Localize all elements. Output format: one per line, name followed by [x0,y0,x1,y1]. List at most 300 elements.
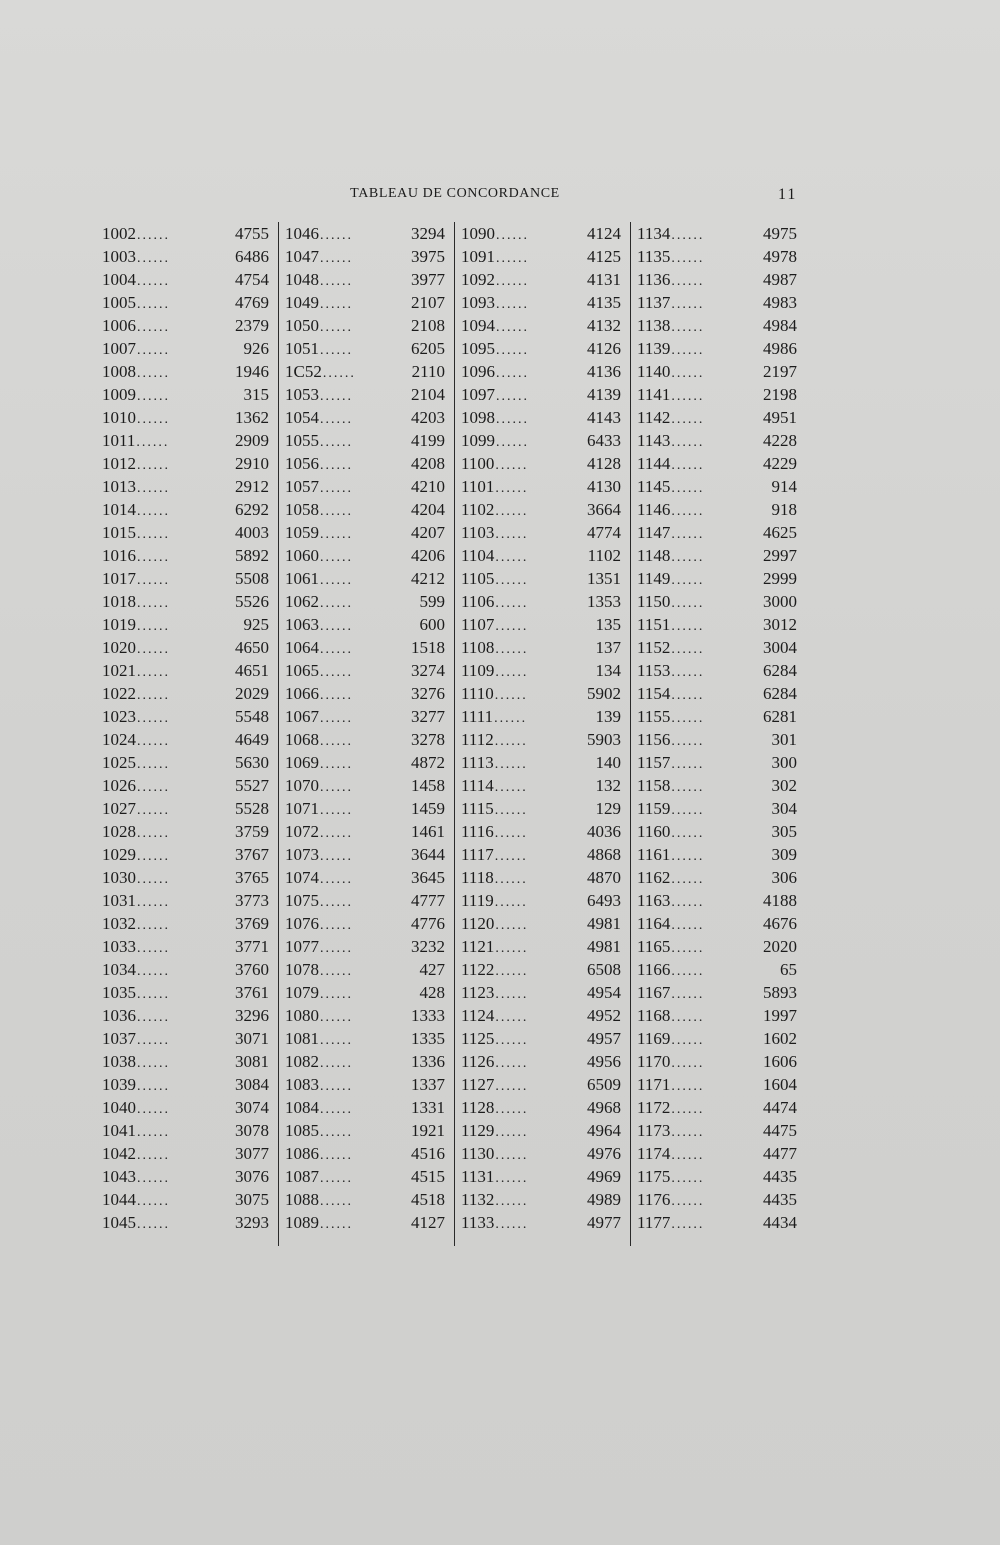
entry-value: 1102 [587,546,621,565]
entry-number: 1059 [285,523,319,542]
entry-number: 1133 [461,1213,495,1232]
concordance-row [285,981,445,1004]
dot-leader: ...... [495,987,529,1002]
concordance-row [461,958,621,981]
entry-number: 1073 [285,845,319,864]
entry-number: 1041 [102,1121,136,1140]
entry-number: 1040 [102,1098,136,1117]
concordance-row [461,981,621,1004]
concordance-row [461,820,621,843]
entry-value: 3293 [235,1213,269,1232]
entry-number: 1125 [461,1029,495,1048]
entry-value: 4868 [587,845,621,864]
dot-leader: ...... [320,1056,353,1071]
concordance-row [285,751,445,774]
concordance-row [102,475,269,498]
dot-leader: ...... [320,918,353,933]
concordance-row [285,1142,445,1165]
dot-leader: ...... [320,1102,353,1117]
dot-leader: ...... [671,1148,705,1163]
entry-value: 6284 [763,684,797,703]
entry-number: 1045 [102,1213,136,1232]
concordance-row [637,935,797,958]
entry-number: 1064 [285,638,319,657]
entry-number: 1043 [102,1167,136,1186]
dot-leader: ...... [322,366,356,381]
entry-number: 1027 [102,799,136,818]
entry-value: 4474 [763,1098,797,1117]
dot-leader: ...... [495,1194,529,1209]
entry-number: 1056 [285,454,319,473]
dot-leader: ...... [671,573,705,588]
concordance-row [637,981,797,1004]
entry-number: 1107 [461,615,495,634]
entry-number: 1168 [637,1006,671,1025]
dot-leader: ...... [671,1125,705,1140]
entry-value: 5527 [235,776,269,795]
entry-number: 1023 [102,707,136,726]
entry-number: 1057 [285,477,319,496]
entry-value: 139 [595,707,621,726]
dot-leader: ...... [137,987,170,1002]
entry-number: 1110 [461,684,494,703]
concordance-row [637,590,797,613]
concordance-row [285,636,445,659]
entry-value: 300 [771,753,797,772]
entry-value: 2999 [763,569,797,588]
entry-value: 1518 [411,638,445,657]
entry-value: 4515 [411,1167,445,1186]
entry-number: 1008 [102,362,136,381]
entry-number: 1174 [637,1144,671,1163]
concordance-row [102,728,269,751]
entry-number: 1058 [285,500,319,519]
concordance-row [461,360,621,383]
entry-value: 4434 [763,1213,797,1232]
entry-number: 1154 [637,684,671,703]
entry-value: 132 [595,776,621,795]
dot-leader: ...... [494,780,528,795]
dot-leader: ...... [494,734,528,749]
concordance-row [637,1050,797,1073]
dot-leader: ...... [320,711,353,726]
concordance-row [637,1188,797,1211]
entry-number: 1123 [461,983,495,1002]
concordance-row [102,222,269,245]
entry-value: 306 [771,868,797,887]
dot-leader: ...... [494,872,528,887]
dot-leader: ...... [671,596,705,611]
entry-value: 1458 [411,776,445,795]
concordance-row [461,751,621,774]
entry-value: 3081 [235,1052,269,1071]
concordance-row [637,1165,797,1188]
entry-value: 1337 [411,1075,445,1094]
dot-leader: ...... [320,251,353,266]
dot-leader: ...... [137,964,170,979]
entry-value: 3077 [235,1144,269,1163]
concordance-row [637,682,797,705]
dot-leader: ...... [320,1217,353,1232]
entry-number: 1102 [461,500,495,519]
entry-number: 1088 [285,1190,319,1209]
concordance-row [637,337,797,360]
concordance-row [285,590,445,613]
dot-leader: ...... [137,504,170,519]
concordance-row [461,498,621,521]
entry-value: 5548 [235,707,269,726]
dot-leader: ...... [495,504,529,519]
dot-leader: ...... [137,849,170,864]
dot-leader: ...... [137,688,170,703]
entry-value: 4981 [587,937,621,956]
entry-value: 3975 [411,247,445,266]
concordance-column [278,222,454,1246]
entry-value: 1604 [763,1075,797,1094]
concordance-row [637,636,797,659]
dot-leader: ...... [320,895,353,910]
entry-number: 1024 [102,730,136,749]
dot-leader: ...... [495,1033,529,1048]
concordance-row [285,314,445,337]
concordance-row [285,889,445,912]
entry-value: 129 [595,799,621,818]
dot-leader: ...... [671,1010,705,1025]
entry-value: 135 [595,615,621,634]
entry-number: 1090 [461,224,495,243]
dot-leader: ...... [137,228,170,243]
concordance-row [461,1142,621,1165]
entry-number: 1044 [102,1190,136,1209]
concordance-row [285,337,445,360]
dot-leader: ...... [320,619,353,634]
entry-number: 1152 [637,638,671,657]
entry-value: 4774 [587,523,621,542]
concordance-row [637,613,797,636]
entry-number: 1141 [637,385,671,404]
entry-value: 4978 [763,247,797,266]
entry-number: 1153 [637,661,671,680]
entry-number: 1077 [285,937,319,956]
dot-leader: ...... [320,274,353,289]
entry-number: 1062 [285,592,319,611]
concordance-row [461,1096,621,1119]
entry-value: 3078 [235,1121,269,1140]
entry-number: 1081 [285,1029,319,1048]
entry-value: 304 [771,799,797,818]
dot-leader: ...... [671,895,705,910]
entry-number: 1049 [285,293,319,312]
entry-number: 1010 [102,408,136,427]
entry-value: 2020 [763,937,797,956]
entry-value: 1461 [411,822,445,841]
entry-number: 1139 [637,339,671,358]
entry-number: 1117 [461,845,494,864]
entry-number: 1097 [461,385,495,404]
concordance-row [285,245,445,268]
entry-value: 4989 [587,1190,621,1209]
entry-value: 3645 [411,868,445,887]
entry-number: 1158 [637,776,671,795]
entry-value: 4872 [411,753,445,772]
dot-leader: ...... [495,1010,529,1025]
dot-leader: ...... [495,619,529,634]
dot-leader: ...... [495,1102,529,1117]
concordance-row [102,1004,269,1027]
entry-number: 1067 [285,707,319,726]
entry-value: 4952 [587,1006,621,1025]
entry-number: 1157 [637,753,671,772]
dot-leader: ...... [137,1194,170,1209]
concordance-row [102,1165,269,1188]
entry-value: 4127 [411,1213,445,1232]
dot-leader: ...... [671,872,705,887]
entry-value: 4229 [763,454,797,473]
dot-leader: ...... [671,826,705,841]
entry-value: 4435 [763,1190,797,1209]
entry-value: 4983 [763,293,797,312]
dot-leader: ...... [495,1125,529,1140]
dot-leader: ...... [496,412,529,427]
entry-number: 1047 [285,247,319,266]
concordance-row [285,705,445,728]
dot-leader: ...... [494,803,528,818]
entry-number: 1156 [637,730,671,749]
concordance-row [285,475,445,498]
concordance-row [637,291,797,314]
entry-number: 1151 [637,615,671,634]
dot-leader: ...... [671,228,705,243]
dot-leader: ...... [671,412,705,427]
entry-value: 4131 [587,270,621,289]
entry-number: 1022 [102,684,136,703]
entry-value: 2110 [411,362,445,381]
dot-leader: ...... [671,481,705,496]
entry-number: 1015 [102,523,136,542]
concordance-row [461,682,621,705]
entry-value: 2107 [411,293,445,312]
entry-value: 305 [771,822,797,841]
entry-number: 1150 [637,592,671,611]
entry-value: 3644 [411,845,445,864]
dot-leader: ...... [494,849,528,864]
entry-value: 3076 [235,1167,269,1186]
dot-leader: ...... [320,872,353,887]
dot-leader: ...... [320,941,353,956]
dot-leader: ...... [320,228,353,243]
entry-value: 600 [419,615,445,634]
dot-leader: ...... [671,274,705,289]
concordance-row [461,475,621,498]
entry-number: 1161 [637,845,671,864]
entry-value: 315 [243,385,269,404]
entry-number: 1132 [461,1190,495,1209]
concordance-row [461,429,621,452]
dot-leader: ...... [320,389,353,404]
dot-leader: ...... [496,297,529,312]
concordance-row [102,636,269,659]
concordance-row [285,291,445,314]
concordance-row [461,728,621,751]
entry-number: 1103 [461,523,495,542]
entry-number: 1089 [285,1213,319,1232]
entry-value: 3771 [235,937,269,956]
entry-value: 4207 [411,523,445,542]
dot-leader: ...... [671,504,705,519]
entry-number: 1021 [102,661,136,680]
entry-value: 4130 [587,477,621,496]
dot-leader: ...... [495,1056,529,1071]
dot-leader: ...... [137,1125,170,1140]
concordance-row [285,820,445,843]
concordance-row [637,1073,797,1096]
concordance-row [285,521,445,544]
concordance-row [461,222,621,245]
dot-leader: ...... [495,481,529,496]
entry-number: 1080 [285,1006,319,1025]
entry-value: 925 [243,615,269,634]
entry-value: 599 [419,592,445,611]
concordance-row [285,1050,445,1073]
entry-number: 1042 [102,1144,136,1163]
entry-value: 5526 [235,592,269,611]
entry-number: 1007 [102,339,136,358]
dot-leader: ...... [137,274,170,289]
entry-value: 4651 [235,661,269,680]
entry-number: 1143 [637,431,671,450]
entry-number: 1148 [637,546,671,565]
entry-value: 4956 [587,1052,621,1071]
concordance-row [637,452,797,475]
entry-number: 1012 [102,454,136,473]
concordance-row [102,1188,269,1211]
entry-number: 1114 [461,776,494,795]
entry-number: 1138 [637,316,671,335]
concordance-row [461,935,621,958]
entry-number: 1121 [461,937,495,956]
entry-number: 1136 [637,270,671,289]
entry-value: 4987 [763,270,797,289]
dot-leader: ...... [137,320,170,335]
dot-leader: ...... [320,642,353,657]
entry-value: 4204 [411,500,445,519]
entry-value: 4206 [411,546,445,565]
dot-leader: ...... [671,1079,705,1094]
entry-value: 4208 [411,454,445,473]
concordance-row [285,1165,445,1188]
entry-number: 1038 [102,1052,136,1071]
dot-leader: ...... [495,596,529,611]
entry-number: 1098 [461,408,495,427]
concordance-row [285,774,445,797]
concordance-row [102,1073,269,1096]
entry-value: 5630 [235,753,269,772]
concordance-row [102,912,269,935]
entry-value: 4976 [587,1144,621,1163]
dot-leader: ...... [495,918,529,933]
entry-value: 3767 [235,845,269,864]
concordance-row [637,728,797,751]
dot-leader: ...... [137,665,170,680]
entry-number: 1074 [285,868,319,887]
dot-leader: ...... [137,780,170,795]
entry-number: 1137 [637,293,671,312]
dot-leader: ...... [137,1010,170,1025]
entry-number: 1006 [102,316,136,335]
dot-leader: ...... [494,688,528,703]
entry-value: 65 [780,960,797,979]
dot-leader: ...... [496,320,529,335]
entry-number: 1019 [102,615,136,634]
concordance-row [285,912,445,935]
dot-leader: ...... [671,343,705,358]
entry-value: 3664 [587,500,621,519]
concordance-row [102,498,269,521]
entry-value: 914 [771,477,797,496]
entry-value: 4135 [587,293,621,312]
entry-value: 3074 [235,1098,269,1117]
entry-number: 1167 [637,983,671,1002]
concordance-row [285,567,445,590]
entry-number: 1163 [637,891,671,910]
entry-value: 6508 [587,960,621,979]
entry-number: 1177 [637,1213,671,1232]
dot-leader: ...... [496,274,529,289]
entry-number: 1068 [285,730,319,749]
dot-leader: ...... [671,964,705,979]
entry-number: 1144 [637,454,671,473]
concordance-row [285,728,445,751]
entry-value: 4969 [587,1167,621,1186]
entry-number: 1066 [285,684,319,703]
entry-number: 1046 [285,224,319,243]
entry-value: 4228 [763,431,797,450]
dot-leader: ...... [671,918,705,933]
entry-number: 1120 [461,914,495,933]
entry-value: 3084 [235,1075,269,1094]
entry-number: 1094 [461,316,495,335]
concordance-row [102,590,269,613]
entry-number: 1169 [637,1029,671,1048]
concordance-row [285,452,445,475]
entry-number: 1170 [637,1052,671,1071]
concordance-row [461,912,621,935]
concordance-row [102,291,269,314]
entry-value: 3278 [411,730,445,749]
entry-number: 1162 [637,868,671,887]
entry-value: 1333 [411,1006,445,1025]
dot-leader: ...... [495,1217,529,1232]
concordance-row [461,590,621,613]
entry-number: 1155 [637,707,671,726]
entry-value: 4777 [411,891,445,910]
entry-number: 1171 [637,1075,671,1094]
entry-number: 1072 [285,822,319,841]
dot-leader: ...... [137,343,170,358]
dot-leader: ...... [137,297,170,312]
entry-value: 3773 [235,891,269,910]
entry-number: 1085 [285,1121,319,1140]
dot-leader: ...... [320,734,353,749]
dot-leader: ...... [496,366,529,381]
entry-value: 5893 [763,983,797,1002]
entry-number: 1160 [637,822,671,841]
concordance-row [285,797,445,820]
entry-value: 4143 [587,408,621,427]
dot-leader: ...... [320,987,353,1002]
entry-value: 6493 [587,891,621,910]
concordance-row [102,797,269,820]
